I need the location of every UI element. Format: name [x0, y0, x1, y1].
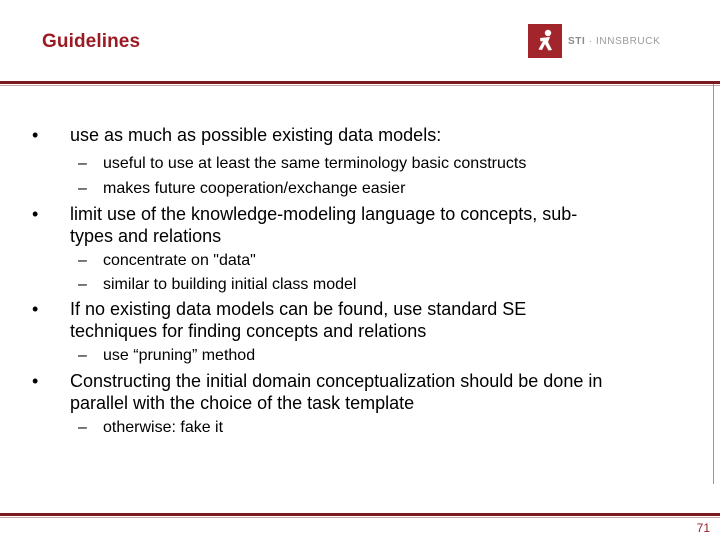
- bullet-4-sub-1: otherwise: fake it: [103, 419, 224, 436]
- bullet-marker: •: [32, 125, 39, 145]
- bullet-2-sub-2: similar to building initial class model: [103, 276, 357, 293]
- dash-marker: –: [78, 347, 87, 364]
- dash-marker: –: [78, 252, 87, 269]
- logo-text-sti: STI: [568, 35, 586, 47]
- bullet-1-sub-2: makes future cooperation/exchange easier: [103, 180, 406, 197]
- dash-marker: –: [78, 276, 87, 293]
- page-number: 71: [696, 521, 710, 535]
- bullet-4-line-2: parallel with the choice of the task template: [70, 393, 415, 413]
- logo-text-separator: ·: [585, 35, 597, 47]
- bullet-2-line-2: types and relations: [70, 226, 222, 246]
- bullet-marker: •: [32, 371, 39, 391]
- bullet-3-sub-1: use “pruning” method: [103, 347, 256, 364]
- logo-text-innsbruck: INNSBRUCK: [596, 35, 661, 47]
- bullet-marker: •: [32, 204, 39, 224]
- bullet-1-line-1: use as much as possible existing data models:: [70, 125, 442, 145]
- bullet-marker: •: [32, 299, 39, 319]
- footer-divider-shadow: [0, 517, 720, 518]
- bullet-4-line-1: Constructing the initial domain conceptualization should be done in: [70, 371, 603, 391]
- bullet-3-line-2: techniques for finding concepts and relations: [70, 321, 427, 341]
- dash-marker: –: [78, 419, 87, 436]
- bullet-2-sub-1: concentrate on "data": [103, 252, 256, 269]
- page-title: Guidelines: [42, 31, 141, 52]
- bullet-2-line-1: limit use of the knowledge-modeling language to concepts, sub-: [70, 204, 578, 224]
- dash-marker: –: [78, 155, 87, 172]
- bullet-1-sub-1: useful to use at least the same terminology basic constructs: [103, 155, 527, 172]
- dash-marker: –: [78, 180, 87, 197]
- bullet-3-line-1: If no existing data models can be found, use standard SE: [70, 299, 527, 319]
- footer-divider: [0, 513, 720, 516]
